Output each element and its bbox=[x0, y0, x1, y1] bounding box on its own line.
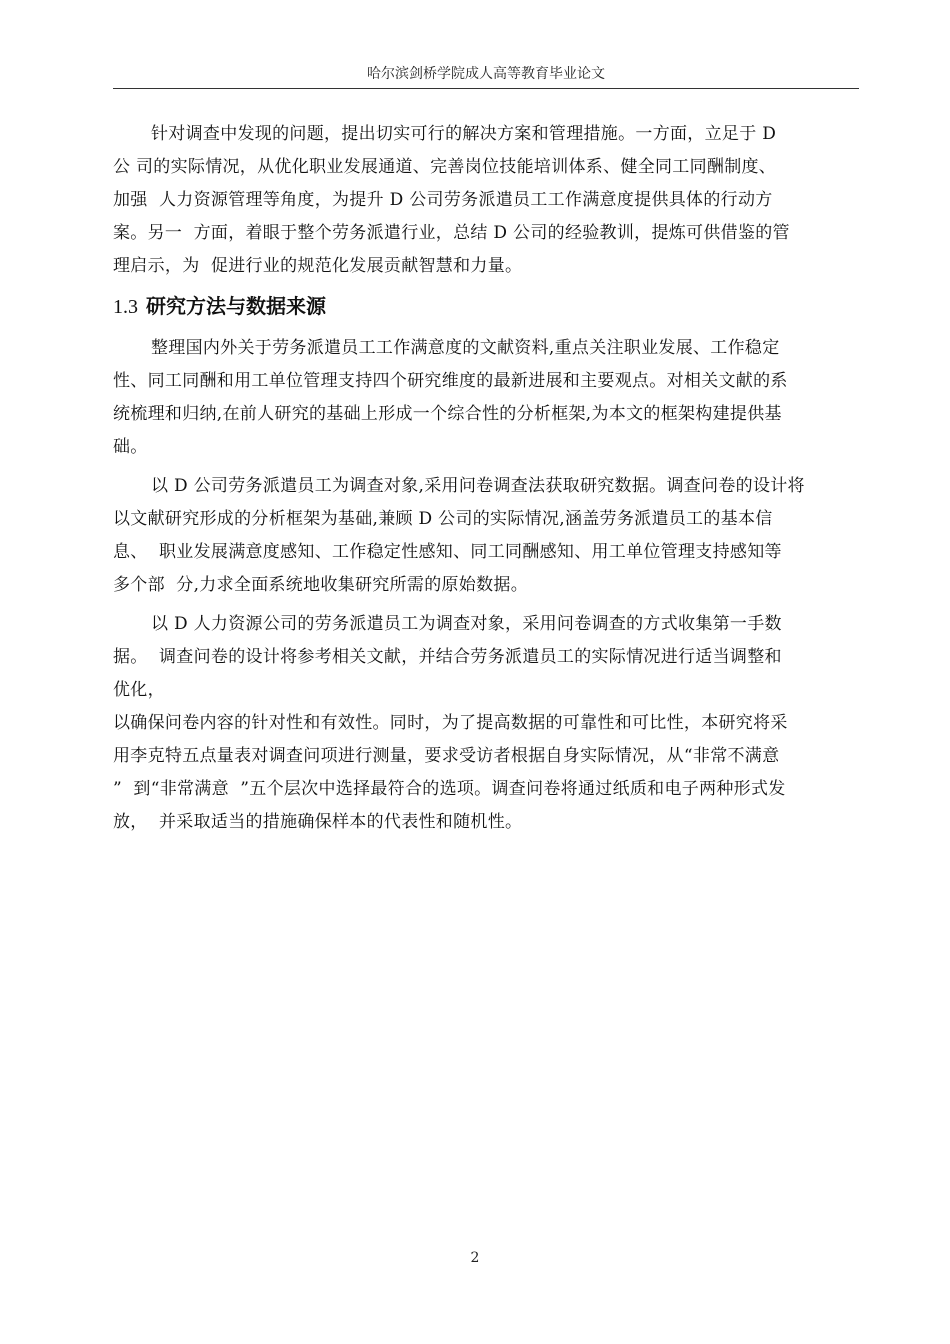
paragraph-survey-object bbox=[113, 608, 873, 707]
text-line: 优化， bbox=[113, 680, 165, 700]
text-line: 加强 人力资源管理等角度，为提升 D 公司劳务派遣员工工作满意度提供具体的行动方 bbox=[113, 190, 773, 210]
text-line: 放， 并采取适当的措施确保样本的代表性和随机性。 bbox=[113, 812, 523, 832]
page-number: 2 bbox=[470, 1250, 480, 1266]
text-line: 息、 职业发展满意度感知、工作稳定性感知、同工同酬感知、用工单位管理支持感知等 bbox=[113, 542, 782, 562]
text-line: 理启示，为 促进行业的规范化发展贡献智慧和力量。 bbox=[113, 256, 523, 276]
text-line: 多个部 分,力求全面系统地收集研究所需的原始数据。 bbox=[113, 575, 529, 595]
page-header bbox=[113, 64, 859, 89]
text-line: 据。 调查问卷的设计将参考相关文献，并结合劳务派遣员工的实际情况进行适当调整和 bbox=[113, 647, 782, 667]
text-line: 以确保问卷内容的针对性和有效性。同时，为了提高数据的可靠性和可比性，本研究将采 bbox=[113, 713, 788, 733]
paragraph-solutions bbox=[113, 118, 873, 283]
text-line: 以 D 公司劳务派遣员工为调查对象,采用问卷调查法获取研究数据。调查问卷的设计将 bbox=[151, 476, 805, 496]
paragraph-survey-design bbox=[113, 470, 873, 602]
text-line: 以文献研究形成的分析框架为基础,兼顾 D 公司的实际情况,涵盖劳务派遣员工的基本信 bbox=[113, 509, 773, 529]
text-line: 针对调查中发现的问题，提出切实可行的解决方案和管理措施。一方面，立足于 D bbox=[151, 124, 777, 144]
text-line: 整理国内外关于劳务派遣员工工作满意度的文献资料,重点关注职业发展、工作稳定 bbox=[151, 338, 780, 358]
paragraph-literature bbox=[113, 332, 873, 464]
text-line: 性、同工同酬和用工单位管理支持四个研究维度的最新进展和主要观点。对相关文献的系 bbox=[113, 371, 788, 391]
text-line: 础。 bbox=[113, 437, 148, 457]
text-line: 案。另一 方面，着眼于整个劳务派遣行业，总结 D 公司的经验教训，提炼可供借鉴的管 bbox=[113, 223, 790, 243]
document-body bbox=[113, 118, 873, 839]
section-heading bbox=[113, 291, 873, 322]
text-line: 以 D 人力资源公司的劳务派遣员工为调查对象，采用问卷调查的方式收集第一手数 bbox=[151, 614, 782, 634]
text-line: ” 到“非常满意 ”五个层次中选择最符合的选项。调查问卷将通过纸质和电子两种形式发 bbox=[113, 779, 786, 799]
text-line: 用李克特五点量表对调查问项进行测量，要求受访者根据自身实际情况，从“非常不满意 bbox=[113, 746, 780, 766]
section-number: 1.3 bbox=[113, 296, 138, 318]
header-title: 哈尔滨剑桥学院成人高等教育毕业论文 bbox=[367, 66, 605, 82]
section-title: 研究方法与数据来源 bbox=[146, 294, 326, 318]
text-line: 统梳理和归纳,在前人研究的基础上形成一个综合性的分析框架,为本文的框架构建提供基 bbox=[113, 404, 782, 424]
text-line: 公 司的实际情况，从优化职业发展通道、完善岗位技能培训体系、健全同工同酬制度、 bbox=[113, 157, 777, 177]
paragraph-likert-scale bbox=[113, 707, 873, 839]
